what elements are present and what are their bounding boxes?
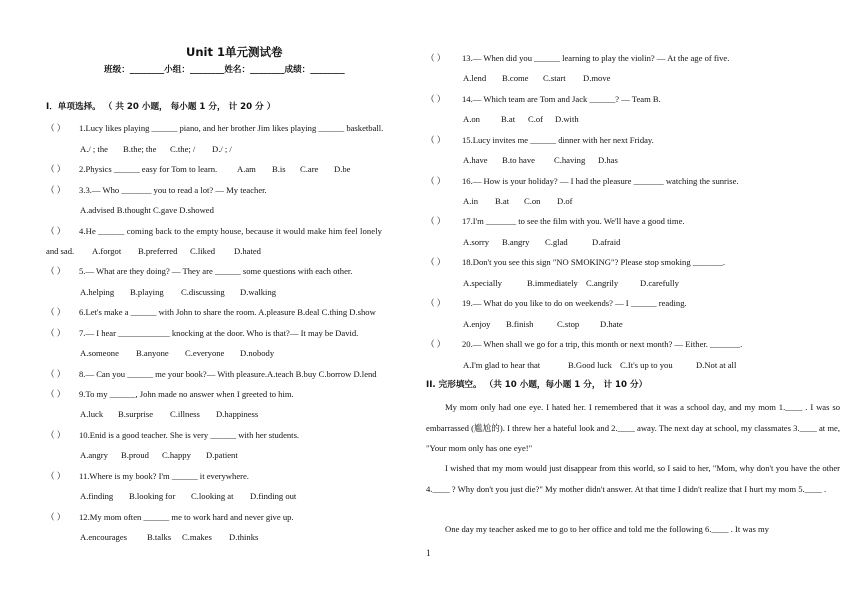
option-13-D: D.move (583, 73, 611, 83)
option-14-D: D.with (555, 114, 579, 124)
question-10-text: 10.Enid is a good teacher. She is very ______ with her students. (79, 430, 300, 440)
option-4-C: C.liked (190, 246, 216, 256)
option-20-C: C.It's up to you (620, 360, 673, 370)
option-5-B: B.playing (130, 287, 164, 297)
answer-paren: （ ） (46, 266, 66, 276)
option-15-D: D.has (598, 155, 618, 165)
option-18-B: B.immediately (527, 278, 578, 288)
option-12-B: B.talks (147, 532, 172, 542)
question-7-text: 7.— I hear ____________ knocking at the door. Who is that?— It may be David. (79, 328, 359, 338)
question-6-text: 6.Let's make a ______ with John to share the room. A.pleasure B.deal C.thing D.show (79, 307, 376, 317)
option-17-D: D.afraid (592, 237, 621, 247)
question-8-text: 8.— Can you ______ me your book?— With pleasure.A.teach B.buy C.borrow D.lend (79, 369, 377, 379)
option-1-D: D./ ; / (212, 144, 232, 154)
question-12-text: 12.My mom often ______ me to work hard and never give up. (79, 512, 294, 522)
section-2-heading: II. 完形填空。 （共 10 小题，每小题 1 分， 计 10 分） (426, 380, 648, 390)
option-18-C: C.angrily (586, 278, 619, 288)
option-2-B: B.is (272, 164, 286, 174)
question-2-text: 2.Physics ______ easy for Tom to learn. (79, 164, 218, 174)
question-20-text: 20.— When shall we go for a trip, this month or next month? — Either. _______. (462, 339, 743, 349)
question-17-text: 17.I'm _______ to see the film with you. We'll have a good time. (462, 216, 685, 226)
option-12-D: D.thinks (229, 532, 259, 542)
option-5-A: A.helping (80, 287, 115, 297)
option-2-C: C.are (300, 164, 319, 174)
option-20-B: B.Good luck (568, 360, 612, 370)
option-14-C: C.of (528, 114, 544, 124)
option-9-C: C.illness (170, 409, 200, 419)
option-10-B: B.proud (121, 450, 149, 460)
option-11-D: D.finding out (250, 491, 297, 501)
option-9-B: B.surprise (118, 409, 154, 419)
option-17-C: C.glad (545, 237, 568, 247)
question-4-continuation: and sad. (46, 246, 75, 256)
option-9-D: D.happiness (216, 409, 259, 419)
option-10-C: C.happy (162, 450, 191, 460)
option-13-A: A.lend (463, 73, 487, 83)
option-19-A: A.enjoy (463, 319, 491, 329)
answer-paren: （ ） (46, 307, 66, 317)
option-1-C: C.the; / (170, 144, 196, 154)
option-10-D: D.patient (206, 450, 238, 460)
answer-paren: （ ） (426, 339, 446, 349)
answer-paren: （ ） (426, 53, 446, 63)
option-15-A: A.have (463, 155, 488, 165)
option-13-C: C.start (543, 73, 566, 83)
option-1-B: B.the; the (123, 144, 157, 154)
option-5-D: D.walking (240, 287, 277, 297)
student-info-line: 班级：________小组：________姓名：________成绩：________ (104, 65, 345, 75)
option-7-C: C.everyone (185, 348, 225, 358)
section-1-heading: I．单项选择。 （ 共 20 小题， 每小题 1 分， 计 20 分 ） (46, 102, 276, 112)
option-18-A: A.specially (463, 278, 502, 288)
answer-paren: （ ） (46, 512, 66, 522)
question-14-text: 14.— Which team are Tom and Jack ______? — Team B. (462, 94, 661, 104)
answer-paren: （ ） (46, 369, 66, 379)
answer-paren: （ ） (46, 328, 66, 338)
answer-paren: （ ） (426, 176, 446, 186)
option-17-A: A.sorry (463, 237, 490, 247)
question-9-text: 9.To my ______, John made no answer when I greeted to him. (79, 389, 294, 399)
option-10-A: A.angry (80, 450, 108, 460)
option-9-A: A.luck (80, 409, 104, 419)
option-16-B: B.at (495, 196, 510, 206)
option-16-A: A.in (463, 196, 479, 206)
answer-paren: （ ） (426, 135, 446, 145)
option-7-B: B.anyone (136, 348, 169, 358)
answer-paren: （ ） (46, 430, 66, 440)
option-15-C: C.having (554, 155, 586, 165)
question-18-text: 18.Don't you see this sign "NO SMOKING"? Please stop smoking _______. (462, 257, 726, 267)
option-17-B: B.angry (502, 237, 530, 247)
option-11-A: A.finding (80, 491, 114, 501)
question-15-text: 15.Lucy invites me ______ dinner with her next Friday. (462, 135, 654, 145)
option-19-D: D.hate (600, 319, 623, 329)
option-19-B: B.finish (506, 319, 534, 329)
question-1-text: 1.Lucy likes playing ______ piano, and her brother Jim likes playing ______ basketball. (79, 123, 384, 133)
question-16-text: 16.— How is your holiday? — I had the pleasure _______ watching the sunrise. (462, 176, 739, 186)
option-7-D: D.nobody (240, 348, 275, 358)
option-20-A: A.I'm glad to hear that (463, 360, 541, 370)
page-number: 1 (426, 548, 431, 558)
option-11-C: C.looking at (191, 491, 234, 501)
question-3-text: 3.3.— Who _______ you to read a lot? — My teacher. (79, 185, 267, 195)
answer-paren: （ ） (46, 389, 66, 399)
answer-paren: （ ） (46, 226, 66, 236)
page-title: Unit 1单元测试卷 (186, 45, 283, 59)
question-11-text: 11.Where is my book? I'm ______ it everywhere. (79, 471, 249, 481)
option-16-C: C.on (524, 196, 541, 206)
option-4-B: B.preferred (138, 246, 178, 256)
question-5-text: 5.— What are they doing? — They are ______ some questions with each other. (79, 266, 353, 276)
question-13-text: 13.— When did you ______ learning to play the violin? — At the age of five. (462, 53, 730, 63)
option-2-D: D.be (334, 164, 351, 174)
option-4-A: A.forgot (92, 246, 122, 256)
option-2-A: A.am (237, 164, 256, 174)
answer-paren: （ ） (46, 164, 66, 174)
question-3-options: A.advised B.thought C.gave D.showed (80, 205, 214, 215)
option-15-B: B.to have (502, 155, 535, 165)
question-19-text: 19.— What do you like to do on weekends? — I ______ reading. (462, 298, 687, 308)
option-16-D: D.of (557, 196, 573, 206)
cloze-paragraph-3: One day my teacher asked me to go to her office and told me the following 6.____ . It was my (445, 524, 769, 534)
answer-paren: （ ） (46, 185, 66, 195)
question-4-text: 4.He ______ coming back to the empty house, because it would make him feel lonely (79, 226, 383, 236)
option-7-A: A.someone (80, 348, 119, 358)
option-19-C: C.stop (557, 319, 580, 329)
cloze-paragraph-1: My mom only had one eye. I hated her. I remembered that it was a school day, and my mom 1.____ . I was so embarrassed (尴尬的). I threw her a hateful look and 2.____ away. The next day at school, my classmates 3.____ at me, "Your mom only has one eye!" (426, 402, 840, 453)
option-14-A: A.on (463, 114, 480, 124)
answer-paren: （ ） (426, 298, 446, 308)
cloze-paragraph-2: I wished that my mom would just disappear from this world, so I said to her, "Mom, why don't you have the other 4.____ ? Why don't you just die?" My mother didn't answer. At that time I didn't realize that I hurt my mom 5.____ . (426, 463, 840, 494)
option-12-A: A.encourages (80, 532, 128, 542)
option-18-D: D.carefully (640, 278, 679, 288)
option-4-D: D.hated (234, 246, 261, 256)
answer-paren: （ ） (426, 257, 446, 267)
option-20-D: D.Not at all (696, 360, 737, 370)
option-12-C: C.makes (182, 532, 212, 542)
option-14-B: B.at (501, 114, 516, 124)
answer-paren: （ ） (46, 123, 66, 133)
answer-paren: （ ） (426, 94, 446, 104)
answer-paren: （ ） (46, 471, 66, 481)
option-1-A: A./ ; the (80, 144, 108, 154)
option-13-B: B.come (502, 73, 529, 83)
answer-paren: （ ） (426, 216, 446, 226)
option-11-B: B.looking for (129, 491, 176, 501)
option-5-C: C.discussing (181, 287, 225, 297)
